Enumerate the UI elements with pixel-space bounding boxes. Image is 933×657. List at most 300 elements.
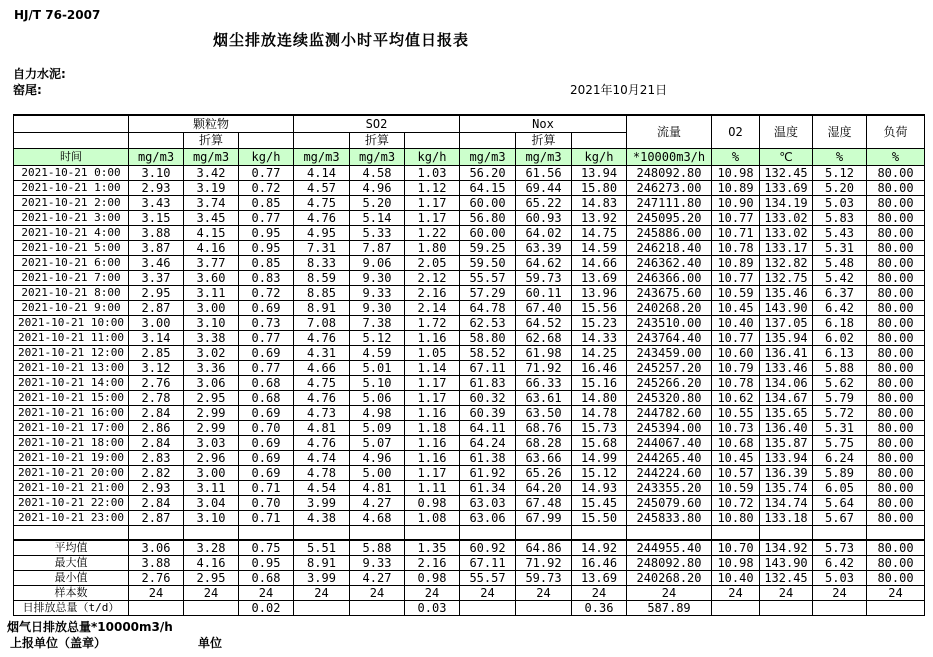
- value-cell: 16.46: [572, 360, 627, 375]
- table-row: [14, 390, 925, 405]
- report-table-body: [14, 165, 925, 616]
- value-cell: 14.93: [572, 480, 627, 495]
- table-row: [14, 540, 925, 556]
- value-cell: 5.88: [813, 360, 867, 375]
- value-cell: 15.16: [572, 375, 627, 390]
- value-cell: 8.33: [294, 255, 350, 270]
- value-cell: 69.44: [516, 180, 572, 195]
- value-cell: 1.17: [405, 390, 460, 405]
- value-cell: 24: [129, 586, 184, 601]
- value-cell: 1.05: [405, 345, 460, 360]
- value-cell: 80.00: [867, 465, 925, 480]
- value-cell: 15.50: [572, 510, 627, 525]
- time-cell: 2021-10-21 8:00: [14, 285, 129, 300]
- time-cell: 2021-10-21 5:00: [14, 240, 129, 255]
- table-row: [14, 450, 925, 465]
- value-cell: 60.93: [516, 210, 572, 225]
- value-cell: 3.37: [129, 270, 184, 285]
- value-cell: 10.45: [712, 300, 760, 315]
- value-cell: 80.00: [867, 375, 925, 390]
- value-cell: 3.87: [129, 240, 184, 255]
- table-row: [14, 345, 925, 360]
- value-cell: 8.59: [294, 270, 350, 285]
- value-cell: 245833.80: [627, 510, 712, 525]
- value-cell: 0.69: [239, 450, 294, 465]
- empty-cell: [572, 525, 627, 540]
- value-cell: 13.96: [572, 285, 627, 300]
- value-cell: 60.32: [460, 390, 516, 405]
- value-cell: 0.70: [239, 420, 294, 435]
- unit-cell: ℃: [760, 148, 813, 165]
- unit-cell: %: [867, 148, 925, 165]
- table-row: [14, 601, 925, 616]
- value-cell: 246273.00: [627, 180, 712, 195]
- value-cell: 24: [760, 586, 813, 601]
- value-cell: 59.73: [516, 270, 572, 285]
- unit-cell: %: [712, 148, 760, 165]
- value-cell: 65.26: [516, 465, 572, 480]
- value-cell: 15.45: [572, 495, 627, 510]
- value-cell: 24: [184, 586, 239, 601]
- value-cell: 134.92: [760, 540, 813, 556]
- page-title: 烟尘排放连续监测小时平均值日报表: [213, 31, 470, 49]
- value-cell: 14.78: [572, 405, 627, 420]
- value-cell: 1.17: [405, 375, 460, 390]
- value-cell: 3.11: [184, 285, 239, 300]
- value-cell: 15.56: [572, 300, 627, 315]
- value-cell: 245886.00: [627, 225, 712, 240]
- empty-cell: [516, 525, 572, 540]
- value-cell: 0.69: [239, 465, 294, 480]
- value-cell: 5.43: [813, 225, 867, 240]
- value-cell: 5.12: [350, 330, 405, 345]
- header-load: 负荷: [867, 115, 925, 148]
- header-converted-so2: 折算: [350, 132, 405, 148]
- unit-cell: kg/h: [405, 148, 460, 165]
- value-cell: 62.53: [460, 315, 516, 330]
- header-o2: O2: [712, 115, 760, 148]
- value-cell: 7.87: [350, 240, 405, 255]
- value-cell: [129, 601, 184, 616]
- empty-cell: [813, 525, 867, 540]
- value-cell: 240268.20: [627, 300, 712, 315]
- value-cell: 10.89: [712, 255, 760, 270]
- value-cell: 2.95: [184, 390, 239, 405]
- empty-header-cell: [572, 132, 627, 148]
- value-cell: 10.78: [712, 375, 760, 390]
- value-cell: 58.52: [460, 345, 516, 360]
- value-cell: 0.69: [239, 300, 294, 315]
- value-cell: 6.42: [813, 300, 867, 315]
- value-cell: 5.03: [813, 195, 867, 210]
- value-cell: 246362.40: [627, 255, 712, 270]
- value-cell: 3.43: [129, 195, 184, 210]
- value-cell: 0.71: [239, 510, 294, 525]
- value-cell: 56.80: [460, 210, 516, 225]
- value-cell: 4.15: [184, 225, 239, 240]
- table-row: [14, 180, 925, 195]
- value-cell: 9.30: [350, 300, 405, 315]
- value-cell: 71.92: [516, 556, 572, 571]
- value-cell: [294, 601, 350, 616]
- table-row: [14, 270, 925, 285]
- value-cell: 132.82: [760, 255, 813, 270]
- value-cell: 1.18: [405, 420, 460, 435]
- value-cell: 6.05: [813, 480, 867, 495]
- value-cell: 2.99: [184, 420, 239, 435]
- value-cell: 9.33: [350, 285, 405, 300]
- value-cell: 10.62: [712, 390, 760, 405]
- value-cell: 3.28: [184, 540, 239, 556]
- empty-header-cell: [294, 132, 350, 148]
- value-cell: 0.77: [239, 210, 294, 225]
- value-cell: 4.75: [294, 195, 350, 210]
- value-cell: 8.91: [294, 300, 350, 315]
- value-cell: 7.38: [350, 315, 405, 330]
- value-cell: 3.10: [129, 165, 184, 180]
- value-cell: 4.78: [294, 465, 350, 480]
- value-cell: 15.23: [572, 315, 627, 330]
- value-cell: 64.78: [460, 300, 516, 315]
- value-cell: 24: [460, 586, 516, 601]
- value-cell: 67.40: [516, 300, 572, 315]
- value-cell: 61.98: [516, 345, 572, 360]
- value-cell: 2.82: [129, 465, 184, 480]
- value-cell: 0.72: [239, 180, 294, 195]
- value-cell: 24: [712, 586, 760, 601]
- value-cell: 63.39: [516, 240, 572, 255]
- value-cell: 132.75: [760, 270, 813, 285]
- value-cell: 1.12: [405, 180, 460, 195]
- value-cell: 80.00: [867, 450, 925, 465]
- value-cell: 14.99: [572, 450, 627, 465]
- value-cell: 0.69: [239, 435, 294, 450]
- unit-cell: mg/m3: [516, 148, 572, 165]
- time-cell: 2021-10-21 20:00: [14, 465, 129, 480]
- value-cell: 4.57: [294, 180, 350, 195]
- value-cell: 67.11: [460, 556, 516, 571]
- value-cell: 6.18: [813, 315, 867, 330]
- value-cell: 2.95: [184, 571, 239, 586]
- empty-header-cell: [14, 115, 129, 132]
- value-cell: 3.00: [184, 300, 239, 315]
- empty-cell: [294, 525, 350, 540]
- table-row: [14, 571, 925, 586]
- value-cell: 2.12: [405, 270, 460, 285]
- value-cell: 4.76: [294, 435, 350, 450]
- value-cell: [712, 601, 760, 616]
- value-cell: 64.52: [516, 315, 572, 330]
- value-cell: 67.99: [516, 510, 572, 525]
- time-cell: 2021-10-21 16:00: [14, 405, 129, 420]
- value-cell: 2.16: [405, 285, 460, 300]
- value-cell: 80.00: [867, 315, 925, 330]
- time-cell: 2021-10-21 4:00: [14, 225, 129, 240]
- company-name: 自力水泥:: [13, 67, 66, 81]
- value-cell: 5.62: [813, 375, 867, 390]
- footer-unit-label: 单位: [198, 636, 223, 650]
- value-cell: 2.93: [129, 480, 184, 495]
- empty-cell: [627, 525, 712, 540]
- value-cell: 135.87: [760, 435, 813, 450]
- header-converted-pm: 折算: [184, 132, 239, 148]
- empty-cell: [239, 525, 294, 540]
- value-cell: 80.00: [867, 510, 925, 525]
- value-cell: 10.98: [712, 556, 760, 571]
- unit-cell: mg/m3: [129, 148, 184, 165]
- value-cell: 14.59: [572, 240, 627, 255]
- value-cell: 9.33: [350, 556, 405, 571]
- value-cell: 243355.20: [627, 480, 712, 495]
- value-cell: 71.92: [516, 360, 572, 375]
- value-cell: 61.56: [516, 165, 572, 180]
- value-cell: 3.38: [184, 330, 239, 345]
- value-cell: 245320.80: [627, 390, 712, 405]
- value-cell: 58.80: [460, 330, 516, 345]
- value-cell: 24: [627, 586, 712, 601]
- value-cell: 1.11: [405, 480, 460, 495]
- value-cell: 80.00: [867, 285, 925, 300]
- value-cell: 5.20: [350, 195, 405, 210]
- value-cell: 2.78: [129, 390, 184, 405]
- value-cell: 0.85: [239, 195, 294, 210]
- value-cell: 10.55: [712, 405, 760, 420]
- summary-label: 最大值: [14, 556, 129, 571]
- value-cell: 24: [572, 586, 627, 601]
- value-cell: 3.10: [184, 315, 239, 330]
- value-cell: 10.59: [712, 285, 760, 300]
- value-cell: 133.94: [760, 450, 813, 465]
- value-cell: 5.42: [813, 270, 867, 285]
- value-cell: 135.65: [760, 405, 813, 420]
- empty-cell: [129, 525, 184, 540]
- time-cell: 2021-10-21 3:00: [14, 210, 129, 225]
- value-cell: 143.90: [760, 556, 813, 571]
- value-cell: 80.00: [867, 420, 925, 435]
- value-cell: 243459.00: [627, 345, 712, 360]
- empty-cell: [405, 525, 460, 540]
- empty-cell: [460, 525, 516, 540]
- value-cell: 9.30: [350, 270, 405, 285]
- value-cell: [516, 601, 572, 616]
- value-cell: 10.77: [712, 270, 760, 285]
- value-cell: 0.69: [239, 345, 294, 360]
- value-cell: 0.77: [239, 330, 294, 345]
- summary-label: 平均值: [14, 540, 129, 556]
- value-cell: 4.16: [184, 556, 239, 571]
- value-cell: 14.80: [572, 390, 627, 405]
- value-cell: 132.45: [760, 571, 813, 586]
- value-cell: 80.00: [867, 360, 925, 375]
- time-cell: 2021-10-21 9:00: [14, 300, 129, 315]
- value-cell: 3.19: [184, 180, 239, 195]
- value-cell: 246366.00: [627, 270, 712, 285]
- value-cell: 3.99: [294, 495, 350, 510]
- value-cell: 80.00: [867, 240, 925, 255]
- value-cell: 0.77: [239, 360, 294, 375]
- value-cell: 61.83: [460, 375, 516, 390]
- value-cell: 7.08: [294, 315, 350, 330]
- value-cell: 5.31: [813, 420, 867, 435]
- value-cell: 133.17: [760, 240, 813, 255]
- time-cell: 2021-10-21 13:00: [14, 360, 129, 375]
- value-cell: [184, 601, 239, 616]
- value-cell: 10.40: [712, 571, 760, 586]
- value-cell: 64.11: [460, 420, 516, 435]
- value-cell: 5.06: [350, 390, 405, 405]
- value-cell: 5.72: [813, 405, 867, 420]
- value-cell: 14.66: [572, 255, 627, 270]
- value-cell: 80.00: [867, 556, 925, 571]
- value-cell: 24: [294, 586, 350, 601]
- empty-header-cell: [405, 132, 460, 148]
- value-cell: 243675.60: [627, 285, 712, 300]
- value-cell: 64.15: [460, 180, 516, 195]
- value-cell: 6.13: [813, 345, 867, 360]
- value-cell: 80.00: [867, 225, 925, 240]
- value-cell: 244782.60: [627, 405, 712, 420]
- value-cell: 0.68: [239, 571, 294, 586]
- value-cell: 5.83: [813, 210, 867, 225]
- value-cell: 134.67: [760, 390, 813, 405]
- value-cell: 10.60: [712, 345, 760, 360]
- value-cell: 24: [405, 586, 460, 601]
- value-cell: 2.84: [129, 405, 184, 420]
- value-cell: 3.14: [129, 330, 184, 345]
- empty-cell: [14, 525, 129, 540]
- group-header-nox: Nox: [460, 115, 627, 132]
- time-cell: 2021-10-21 10:00: [14, 315, 129, 330]
- value-cell: 2.84: [129, 495, 184, 510]
- value-cell: 14.25: [572, 345, 627, 360]
- value-cell: 10.89: [712, 180, 760, 195]
- value-cell: 3.12: [129, 360, 184, 375]
- value-cell: 1.72: [405, 315, 460, 330]
- value-cell: 0.71: [239, 480, 294, 495]
- unit-cell: mg/m3: [294, 148, 350, 165]
- value-cell: 0.75: [239, 540, 294, 556]
- table-row: [14, 300, 925, 315]
- value-cell: 10.45: [712, 450, 760, 465]
- value-cell: 80.00: [867, 330, 925, 345]
- value-cell: 67.48: [516, 495, 572, 510]
- footer-flow-total-note: 烟气日排放总量*10000m3/h: [7, 620, 173, 634]
- value-cell: 4.38: [294, 510, 350, 525]
- value-cell: 68.28: [516, 435, 572, 450]
- header-temperature: 温度: [760, 115, 813, 148]
- value-cell: 0.83: [239, 270, 294, 285]
- value-cell: 136.39: [760, 465, 813, 480]
- header-converted-nox: 折算: [516, 132, 572, 148]
- value-cell: 1.22: [405, 225, 460, 240]
- value-cell: 8.91: [294, 556, 350, 571]
- value-cell: 55.57: [460, 571, 516, 586]
- value-cell: 3.06: [184, 375, 239, 390]
- value-cell: 587.89: [627, 601, 712, 616]
- empty-cell: [184, 525, 239, 540]
- value-cell: 5.12: [813, 165, 867, 180]
- value-cell: 3.88: [129, 225, 184, 240]
- value-cell: 80.00: [867, 180, 925, 195]
- value-cell: 6.42: [813, 556, 867, 571]
- value-cell: 13.92: [572, 210, 627, 225]
- value-cell: 243764.40: [627, 330, 712, 345]
- value-cell: 3.02: [184, 345, 239, 360]
- value-cell: 5.75: [813, 435, 867, 450]
- value-cell: 5.88: [350, 540, 405, 556]
- value-cell: 4.76: [294, 390, 350, 405]
- value-cell: 9.06: [350, 255, 405, 270]
- value-cell: 5.31: [813, 240, 867, 255]
- value-cell: 2.93: [129, 180, 184, 195]
- value-cell: 14.75: [572, 225, 627, 240]
- value-cell: 0.95: [239, 556, 294, 571]
- value-cell: 5.48: [813, 255, 867, 270]
- value-cell: 59.25: [460, 240, 516, 255]
- value-cell: 4.76: [294, 330, 350, 345]
- value-cell: 136.41: [760, 345, 813, 360]
- value-cell: 80.00: [867, 390, 925, 405]
- time-cell: 2021-10-21 7:00: [14, 270, 129, 285]
- value-cell: 0.95: [239, 225, 294, 240]
- value-cell: 24: [516, 586, 572, 601]
- value-cell: 0.77: [239, 165, 294, 180]
- value-cell: 5.03: [813, 571, 867, 586]
- value-cell: 244224.60: [627, 465, 712, 480]
- value-cell: 3.36: [184, 360, 239, 375]
- value-cell: 133.02: [760, 210, 813, 225]
- value-cell: 3.60: [184, 270, 239, 285]
- value-cell: 4.14: [294, 165, 350, 180]
- value-cell: 4.81: [294, 420, 350, 435]
- value-cell: 10.70: [712, 540, 760, 556]
- table-row: [14, 315, 925, 330]
- value-cell: 135.94: [760, 330, 813, 345]
- value-cell: 0.72: [239, 285, 294, 300]
- value-cell: 6.02: [813, 330, 867, 345]
- value-cell: 5.10: [350, 375, 405, 390]
- value-cell: 10.72: [712, 495, 760, 510]
- value-cell: 0.68: [239, 375, 294, 390]
- empty-header-cell: [239, 132, 294, 148]
- value-cell: 0.98: [405, 495, 460, 510]
- value-cell: 10.68: [712, 435, 760, 450]
- value-cell: 4.74: [294, 450, 350, 465]
- value-cell: 16.46: [572, 556, 627, 571]
- value-cell: 60.11: [516, 285, 572, 300]
- value-cell: 5.79: [813, 390, 867, 405]
- value-cell: 3.77: [184, 255, 239, 270]
- group-header-so2: SO2: [294, 115, 460, 132]
- value-cell: 2.16: [405, 556, 460, 571]
- unit-cell: kg/h: [572, 148, 627, 165]
- value-cell: 15.80: [572, 180, 627, 195]
- value-cell: 0.70: [239, 495, 294, 510]
- units-row: [14, 148, 925, 165]
- unit-cell: mg/m3: [184, 148, 239, 165]
- value-cell: 0.68: [239, 390, 294, 405]
- value-cell: 4.81: [350, 480, 405, 495]
- time-cell: 2021-10-21 21:00: [14, 480, 129, 495]
- value-cell: 243510.00: [627, 315, 712, 330]
- value-cell: 2.96: [184, 450, 239, 465]
- value-cell: 60.39: [460, 405, 516, 420]
- value-cell: 2.83: [129, 450, 184, 465]
- value-cell: 61.38: [460, 450, 516, 465]
- value-cell: 5.14: [350, 210, 405, 225]
- summary-label: 最小值: [14, 571, 129, 586]
- table-row: [14, 525, 925, 540]
